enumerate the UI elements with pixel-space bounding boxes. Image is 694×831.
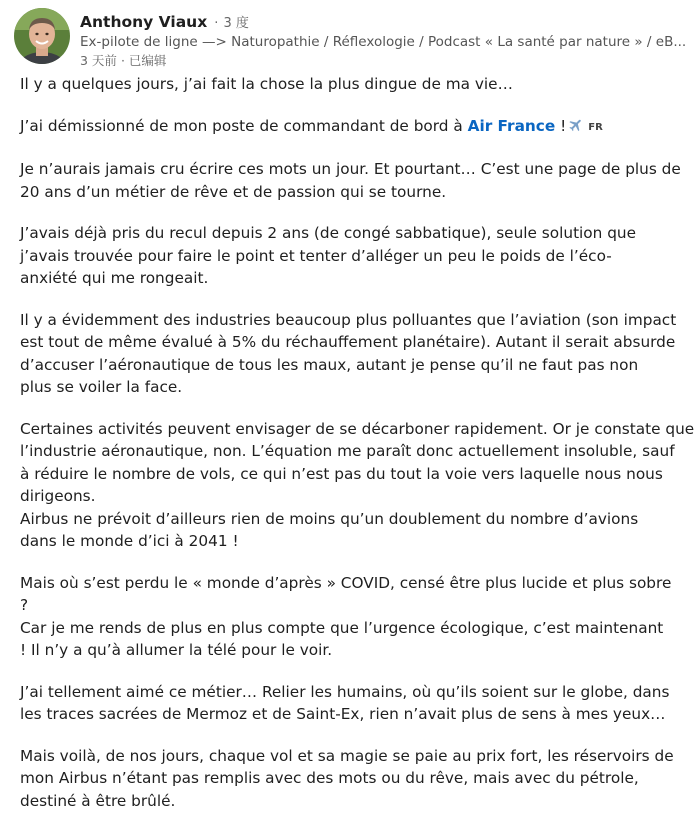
text-line: Airbus ne prévoit d’ailleurs rien de moins qu’un doublement du nombre d’avions xyxy=(20,509,639,528)
text-line: j’avais trouvée pour faire le point et tenter d’alléger un peu le poids de l’éco- xyxy=(20,246,612,265)
text-line: les traces sacrées de Mermoz et de Saint-Ex, rien n’avait plus de sens à mes yeux… xyxy=(20,705,666,723)
text-line: anxiété qui me rongeait. xyxy=(20,269,209,287)
text-line: J’ai tellement aimé ce métier… Relier les humains, où qu’ils soient sur le globe, dans xyxy=(20,682,670,701)
text-line: J’avais déjà pris du recul depuis 2 ans (de congé sabbatique), seule solution que xyxy=(20,224,637,242)
paragraph-2 xyxy=(20,115,648,140)
text-line: d’accuser l’aéronautique de tous les maux, autant je pense qu’il ne faut pas non xyxy=(20,355,639,374)
paragraph-4 xyxy=(20,222,648,290)
post-header xyxy=(14,8,687,70)
text-line: l’industrie aéronautique, non. L’équation me paraît donc actuellement insoluble, sauf xyxy=(20,442,675,460)
text-line: Mais voilà, de nos jours, chaque vol et sa magie se paie au prix fort, les réservoirs de xyxy=(20,746,674,765)
airplane-icon xyxy=(568,117,584,133)
author-avatar[interactable] xyxy=(14,8,70,64)
avatar-photo xyxy=(14,8,70,64)
paragraph-9 xyxy=(20,745,674,813)
degree-separator: · xyxy=(214,16,219,31)
text-line: plus se voiler la face. xyxy=(20,378,183,396)
text-line: Car je me rends de plus en plus compte que l’urgence écologique, c’est maintenant xyxy=(20,618,664,637)
paragraph-5 xyxy=(20,309,677,399)
text-line: à réduire le nombre de vols, ce qui n’est pas du tout la voie vers laquelle nous nous xyxy=(20,464,663,483)
author-headline: Ex-pilote de ligne —> Naturopathie / Réflexologie / Podcast « La santé par nature » / eB... xyxy=(80,34,687,50)
text-line: dans le monde d’ici à 2041 ! xyxy=(20,532,239,550)
text-line xyxy=(20,115,648,140)
text-line: Certaines activités peuvent envisager de se décarboner rapidement. Or je constate que xyxy=(20,419,694,438)
paragraph-8 xyxy=(20,681,670,726)
text-line: ? xyxy=(20,596,29,614)
edited-label: 已编辑 xyxy=(128,53,167,68)
text-line: est tout de même évalué à 5% du réchauffement planétaire). Autant il serait absurde xyxy=(20,333,676,351)
author-info xyxy=(80,11,687,69)
text-line: Je n’aurais jamais cru écrire ces mots un jour. Et pourtant… C’est une page de plus de xyxy=(20,160,681,178)
paragraph-1 xyxy=(20,73,648,96)
text-line: dirigeons. xyxy=(20,487,96,505)
name-line xyxy=(80,11,648,33)
text-line: Il y a évidemment des industries beaucoup plus polluantes que l’aviation (son impact xyxy=(20,310,677,329)
connection-degree: 3 度 xyxy=(223,16,249,31)
text-line: Mais où s’est perdu le « monde d’après » COVID, censé être plus lucide et plus sobre xyxy=(20,573,672,592)
author-name[interactable]: Anthony Viaux xyxy=(80,13,208,31)
text-line: Il y a quelques jours, j’ai fait la chose la plus dingue de ma vie… xyxy=(20,75,513,93)
post-meta xyxy=(80,52,648,69)
air-france-link[interactable]: Air France xyxy=(467,116,556,135)
text-line: 20 ans d’un métier de rêve et de passion qui se tourne. xyxy=(20,182,447,201)
text-line: mon Airbus n’étant pas remplis avec des mots ou du rêve, mais avec du pétrole, xyxy=(20,769,639,787)
post-time: 3 天前 xyxy=(80,53,117,68)
paragraph-6 xyxy=(20,418,694,553)
text-line: ! Il n’y a qu’à allumer la télé pour le voir. xyxy=(20,641,333,659)
paragraph-7 xyxy=(20,572,672,662)
meta-separator: · xyxy=(120,53,125,68)
language-tag: FR xyxy=(588,121,603,133)
text-line: destiné à être brûlé. xyxy=(20,791,176,810)
text-segment: ! xyxy=(555,116,567,135)
text-segment: J’ai démissionné de mon poste de commandant de bord à xyxy=(20,116,468,135)
post-body xyxy=(20,73,694,831)
paragraph-3 xyxy=(20,158,681,203)
